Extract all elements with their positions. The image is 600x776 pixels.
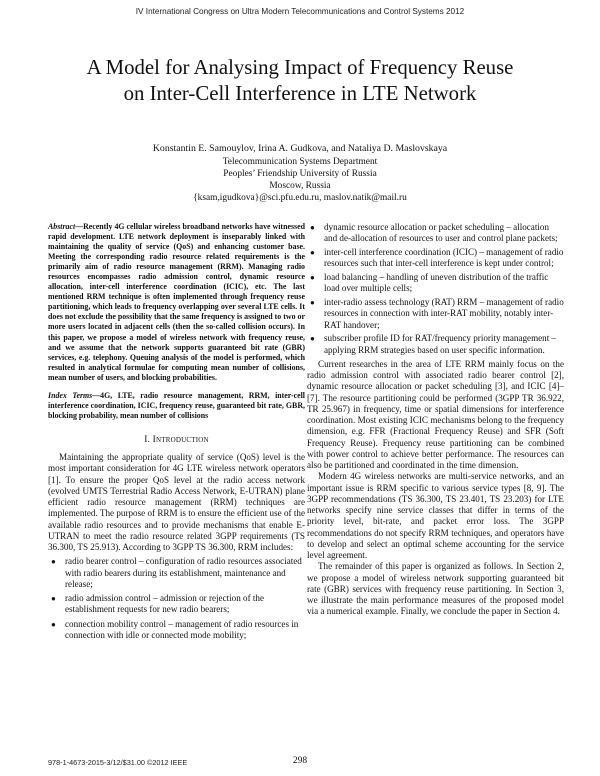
title-line-2: on Inter-Cell Interference in LTE Network <box>123 82 477 105</box>
affiliation-department: Telecommunication Systems Department <box>222 157 378 167</box>
affiliation-emails: {ksam,igudkova}@sci.pfu.edu.ru, maslov.natik@mail.ru <box>193 192 407 203</box>
list-item: ● load balancing – handling of uneven distribution of the traffic load over multiple cells; <box>310 272 549 294</box>
index-terms <box>48 391 305 421</box>
index-terms-label: Index Terms <box>48 390 93 400</box>
list-item: ● radio admission control – admission or rejection of the establishment requests for new radio bearers; <box>51 593 265 615</box>
title-line-1: A Model for Analysing Impact of Frequency Reuse <box>86 56 514 79</box>
bullet-icon: ● <box>310 273 315 282</box>
affiliation-city: Moscow, Russia <box>269 180 331 191</box>
abstract-label: Abstract <box>48 222 76 231</box>
section-heading: I. Introduction <box>144 434 209 445</box>
paper-title <box>40 55 560 107</box>
right-column <box>307 222 564 618</box>
bullet-icon: ● <box>310 298 315 307</box>
bullet-icon: ● <box>51 619 56 629</box>
abstract-text: —Recently 4G cellular wireless broadband networks have witnessed rapid development. LTE network deployment is inseparably linked with maintaining the quality of service (QoS) and enhancing customer base. Meeting the corresponding radio resource related requirements is the primarily aim of radio resource management (RRM). Managing radio resources encompasses radio admission control, dynamic resource allocation, inter-cell interference coordination (ICIC), etc. The last mentioned RRM technique is often implemented through frequency reuse partitioning, which leads to frequency overlapping over several LTE cells. It does not exclude the possibility that the same frequency is assigned to two or more users located in adjacent cells (then the so-called collision occurs). In this paper, we propose a model of wireless network with frequency reuse, and we assume that the network supports guaranteed bit rate (GBR) services, e.g. telephony. Queuing analysis of the model is performed, which resulted in analytical formulae for computing mean number of collisions, mean number of users, and blocking probabilities. <box>48 222 305 382</box>
affiliation-university: Peoples’ Friendship University of Russia <box>223 168 377 179</box>
rrm-bullet-list-left <box>48 556 305 641</box>
list-item: ● connection mobility control – management of radio resources in connection with idle or connected mode mobility; <box>51 618 299 640</box>
bullet-icon: ● <box>310 223 315 232</box>
list-item: ● dynamic resource allocation or packet scheduling – allocation and de-allocation of resources to user and control plane packets; <box>310 222 558 244</box>
list-item: ● radio bearer control – configuration of radio resources associated with radio bearers during its establishment, maintenance and release; <box>51 556 302 589</box>
bullet-icon: ● <box>310 248 315 257</box>
bullet-icon: ● <box>51 557 56 567</box>
footer-isbn: 978-1-4673-2015-3/12/$31.00 ©2012 IEEE <box>48 758 188 767</box>
bullet-icon: ● <box>51 594 56 604</box>
bullet-icon: ● <box>310 334 315 344</box>
list-item: ● inter-cell interference coordination (ICIC) – management of radio resources such that inter-cell interference is kept under control; <box>310 247 564 269</box>
intro-paragraph-3: Modern 4G wireless networks are multi-service networks, and an important issue is RRM specific to various service types [8, 9]. The 3GPP recommendations (TS 36.300, TS 23.401, TS 23.203) for LTE networks specify nine service classes that differ in terms of the priority level, bit-rate, and packet error loss. The 3GPP recommendations do not specify RRM techniques, and operators have to develop and select an optimal scheme accounting for the service level agreement. <box>307 471 564 560</box>
intro-paragraph-4: The remainder of this paper is organized as follows. In Section 2, we propose a model of wireless network supporting guaranteed bit rate (GBR) services with frequency reuse partitioning. In Section 3, we illustrate the main performance measures of the proposed model via a numerical example. Finally, we conclude the paper in Section 4. <box>307 561 564 617</box>
page-number: 298 <box>292 756 308 766</box>
index-terms-text: —4G, LTE, radio resource management, RRM, inter-cell interference coordination, ICIC, frequency reuse, guaranteed bit rate, GBR, blocking probability, mean number of collisions <box>48 390 306 420</box>
left-column <box>48 222 305 644</box>
list-item: ● subscriber profile ID for RAT/frequency priority management – applying RRM strategies based on user specific information. <box>310 333 557 355</box>
list-item: ● inter-radio assess technology (RAT) RRM – management of radio resources in connection with inter-RAT mobility, notably inter-RAT handover; <box>310 297 564 330</box>
intro-paragraph-2: Current researches in the area of LTE RRM mainly focus on the radio admission control with associated radio bearer control [2], dynamic resource allocation or packet scheduling [3], and ICIC [4]–[7]. The resource partitioning could be performed (3GPP TR 36.922, TR 25.967) in frequency, time or spatial dimensions for interference coordination. Most existing ICIC mechanisms belong to the frequency dimension, e.g. FFR (Fractional Frequency Reuse) and SFR (Soft Frequency Reuse). Frequency reuse partitioning can be combined with power control to achieve better performance. The resources can also be partitioned and coordinated in the time dimension. <box>307 358 564 470</box>
conference-header: IV International Congress on Ultra Modern Telecommunications and Control Systems 2012 <box>135 7 465 16</box>
abstract <box>48 222 305 383</box>
rrm-bullet-list-right <box>307 222 564 356</box>
affiliation-block <box>60 157 540 205</box>
intro-paragraph-1: Maintaining the appropriate quality of service (QoS) level is the most important consideration for 4G LTE wireless network operators [1]. To ensure the proper QoS level at the radio access network (evolved UMTS Terrestrial Radio Access Network, E-UTRAN) plane efficient radio resource management (RRM) techniques are implemented. The purpose of RRM is to ensure the efficient use of the available radio resources and to provide mechanisms that enable E-UTRAN to meet the radio resource related 3GPP requirements (TS 36.300, TS 25.913). According to 3GPP TS 36.300, RRM includes: <box>48 452 305 553</box>
author-list: Konstantin E. Samouylov, Irina A. Gudkova, and Nataliya D. Maslovskaya <box>152 143 448 154</box>
